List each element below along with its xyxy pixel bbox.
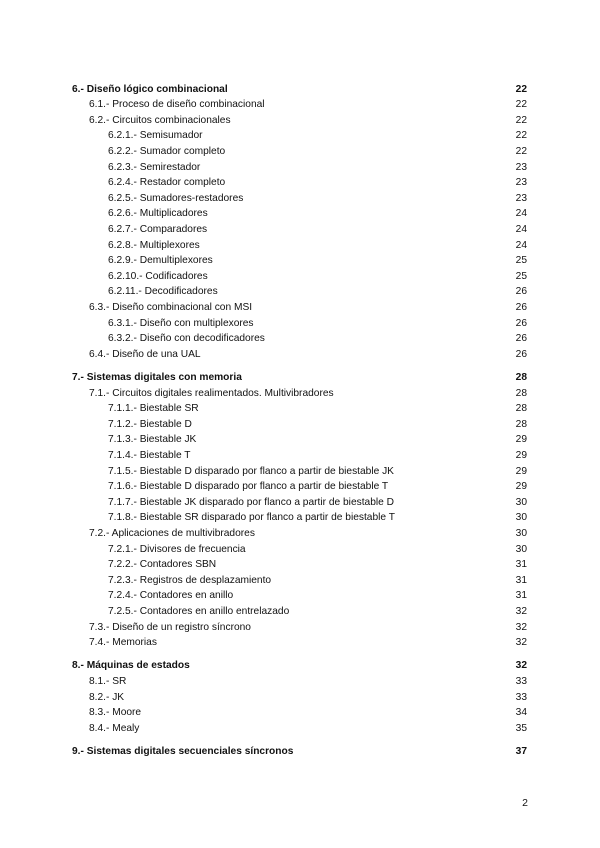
- toc-entry-title: 7.1.6.- Biestable D disparado por flanco a partir de biestable T: [108, 481, 389, 493]
- toc-entry-page-number: 28: [515, 403, 527, 415]
- toc-entry-title: 7.1.3.- Biestable JK: [108, 434, 197, 446]
- toc-entry-title: 7.3.- Diseño de un registro síncrono: [89, 621, 251, 633]
- toc-entry-title: 8.- Máquinas de estados: [72, 660, 190, 672]
- toc-entry-title: 6.2.5.- Sumadores-restadores: [108, 192, 244, 204]
- toc-entry-title: 6.- Diseño lógico combinacional: [72, 83, 228, 95]
- toc-entry-title: 8.2.- JK: [89, 691, 125, 703]
- toc-entry-page-number: 35: [515, 722, 527, 734]
- toc-entry-title: 6.4.- Diseño de una UAL: [89, 348, 201, 360]
- toc-entry-page-number: 24: [515, 223, 527, 235]
- toc-entry-title: 7.1.2.- Biestable D: [108, 418, 192, 430]
- toc-entry-page-number: 25: [515, 255, 527, 267]
- toc-subsection-entry: [72, 448, 528, 464]
- toc-entry-title: 6.3.1.- Diseño con multiplexores: [108, 317, 254, 329]
- toc-subsection-entry: [72, 238, 528, 254]
- toc-entry-page-number: 30: [515, 512, 527, 524]
- toc-subsection-entry: [72, 464, 528, 480]
- toc-entry-title: 6.2.- Circuitos combinacionales: [89, 114, 231, 126]
- toc-entry-page-number: 28: [515, 387, 527, 399]
- toc-section-entry: [72, 386, 528, 402]
- toc-entry-title: 6.2.11.- Decodificadores: [108, 286, 218, 298]
- toc-entry-title: 8.1.- SR: [89, 675, 127, 687]
- toc-section-entry: [72, 674, 528, 690]
- toc-entry-title: 7.2.3.- Registros de desplazamiento: [108, 574, 272, 586]
- toc-entry-page-number: 30: [515, 527, 527, 539]
- toc-section-entry: [72, 526, 528, 542]
- toc-subsection-entry: [72, 417, 528, 433]
- toc-entry-page-number: 22: [515, 83, 527, 95]
- toc-subsection-entry: [72, 573, 528, 589]
- toc-subsection-entry: [72, 284, 528, 300]
- toc-entry-title: 8.4.- Mealy: [89, 722, 140, 734]
- toc-subsection-entry: [72, 331, 528, 347]
- toc-entry-page-number: 23: [515, 177, 527, 189]
- toc-entry-title: 7.- Sistemas digitales con memoria: [72, 371, 242, 383]
- toc-entry-page-number: 22: [515, 99, 527, 111]
- toc-subsection-entry: [72, 160, 528, 176]
- toc-chapter-entry: [72, 370, 528, 386]
- toc-subsection-entry: [72, 128, 528, 144]
- toc-entry-page-number: 26: [515, 286, 527, 298]
- toc-entry-title: 6.2.1.- Semisumador: [108, 130, 203, 142]
- table-of-contents: [72, 0, 528, 848]
- toc-section-entry: [72, 620, 528, 636]
- toc-entry-title: 6.3.2.- Diseño con decodificadores: [108, 333, 265, 345]
- toc-entry-page-number: 30: [515, 543, 527, 555]
- toc-entry-page-number: 29: [515, 481, 527, 493]
- toc-subsection-entry: [72, 588, 528, 604]
- toc-entry-title: 6.2.6.- Multiplicadores: [108, 208, 208, 220]
- toc-entry-page-number: 31: [515, 574, 527, 586]
- toc-section-entry: [72, 721, 528, 737]
- toc-entry-title: 7.4.- Memorias: [89, 637, 157, 649]
- toc-entry-page-number: 31: [515, 590, 527, 602]
- toc-subsection-entry: [72, 191, 528, 207]
- toc-subsection-entry: [72, 316, 528, 332]
- toc-entry-title: 7.1.8.- Biestable SR disparado por flanco a partir de biestable T: [108, 512, 395, 524]
- toc-subsection-entry: [72, 604, 528, 620]
- toc-entry-title: 7.1.4.- Biestable T: [108, 449, 191, 461]
- toc-entry-page-number: 32: [515, 660, 527, 672]
- toc-section-entry: [72, 300, 528, 316]
- toc-entry-title: 7.1.1.- Biestable SR: [108, 403, 199, 415]
- toc-entry-title: 6.2.2.- Sumador completo: [108, 145, 226, 157]
- toc-entry-page-number: 29: [515, 449, 527, 461]
- toc-subsection-entry: [72, 401, 528, 417]
- toc-entry-title: 7.2.1.- Divisores de frecuencia: [108, 543, 246, 555]
- toc-entry-title: 9.- Sistemas digitales secuenciales síncronos: [72, 745, 294, 757]
- toc-subsection-entry: [72, 557, 528, 573]
- toc-subsection-entry: [72, 542, 528, 558]
- toc-entry-title: 6.2.7.- Comparadores: [108, 223, 208, 235]
- toc-subsection-entry: [72, 269, 528, 285]
- toc-entry-page-number: 26: [515, 301, 527, 313]
- toc-section-entry: [72, 347, 528, 363]
- toc-section-entry: [72, 705, 528, 721]
- toc-section-entry: [72, 690, 528, 706]
- toc-entry-page-number: 23: [515, 161, 527, 173]
- toc-section-entry: [72, 635, 528, 651]
- toc-entry-title: 7.1.5.- Biestable D disparado por flanco a partir de biestable JK: [108, 465, 394, 477]
- toc-entry-page-number: 26: [515, 333, 527, 345]
- toc-entry-page-number: 25: [515, 270, 527, 282]
- toc-entry-page-number: 28: [515, 371, 527, 383]
- toc-subsection-entry: [72, 432, 528, 448]
- toc-entry-title: 6.2.10.- Codificadores: [108, 270, 208, 282]
- toc-entry-title: 6.2.3.- Semirestador: [108, 161, 201, 173]
- page-number: 2: [522, 797, 528, 809]
- toc-entry-title: 8.3.- Moore: [89, 707, 142, 719]
- toc-subsection-entry: [72, 144, 528, 160]
- toc-section-entry: [72, 97, 528, 113]
- toc-entry-title: 7.2.2.- Contadores SBN: [108, 559, 217, 571]
- toc-subsection-entry: [72, 479, 528, 495]
- toc-entry-page-number: 33: [515, 691, 527, 703]
- toc-section-entry: [72, 113, 528, 129]
- toc-subsection-entry: [72, 206, 528, 222]
- toc-entry-title: 6.2.9.- Demultiplexores: [108, 255, 213, 267]
- toc-entry-page-number: 37: [515, 745, 527, 757]
- toc-subsection-entry: [72, 222, 528, 238]
- toc-subsection-entry: [72, 510, 528, 526]
- toc-entry-title: 6.2.8.- Multiplexores: [108, 239, 200, 251]
- toc-entry-title: 7.2.4.- Contadores en anillo: [108, 590, 234, 602]
- toc-entry-title: 7.1.- Circuitos digitales realimentados. Multivibradores: [89, 387, 334, 399]
- toc-entry-page-number: 29: [515, 434, 527, 446]
- toc-chapter-entry: [72, 744, 528, 760]
- toc-entry-page-number: 22: [515, 145, 527, 157]
- toc-entry-page-number: 34: [515, 707, 527, 719]
- toc-entry-page-number: 26: [515, 317, 527, 329]
- toc-entry-page-number: 29: [515, 465, 527, 477]
- toc-entry-page-number: 33: [515, 675, 527, 687]
- toc-chapter-entry: [72, 82, 528, 98]
- toc-entry-page-number: 32: [515, 605, 527, 617]
- toc-entry-page-number: 31: [515, 559, 527, 571]
- toc-entry-title: 7.2.- Aplicaciones de multivibradores: [89, 527, 255, 539]
- toc-subsection-entry: [72, 495, 528, 511]
- toc-entry-page-number: 22: [515, 130, 527, 142]
- toc-entry-page-number: 30: [515, 496, 527, 508]
- toc-chapter-entry: [72, 658, 528, 674]
- toc-entry-page-number: 22: [515, 114, 527, 126]
- toc-entry-page-number: 32: [515, 621, 527, 633]
- toc-entry-page-number: 23: [515, 192, 527, 204]
- toc-entry-title: 6.1.- Proceso de diseño combinacional: [89, 99, 265, 111]
- toc-entry-page-number: 26: [515, 348, 527, 360]
- toc-entry-title: 7.2.5.- Contadores en anillo entrelazado: [108, 605, 290, 617]
- toc-entry-page-number: 24: [515, 239, 527, 251]
- toc-entry-page-number: 28: [515, 418, 527, 430]
- toc-entry-title: 6.2.4.- Restador completo: [108, 177, 226, 189]
- toc-entry-title: 6.3.- Diseño combinacional con MSI: [89, 301, 253, 313]
- toc-subsection-entry: [72, 253, 528, 269]
- toc-subsection-entry: [72, 175, 528, 191]
- toc-entry-page-number: 32: [515, 637, 527, 649]
- toc-entry-page-number: 24: [515, 208, 527, 220]
- toc-entry-title: 7.1.7.- Biestable JK disparado por flanco a partir de biestable D: [108, 496, 394, 508]
